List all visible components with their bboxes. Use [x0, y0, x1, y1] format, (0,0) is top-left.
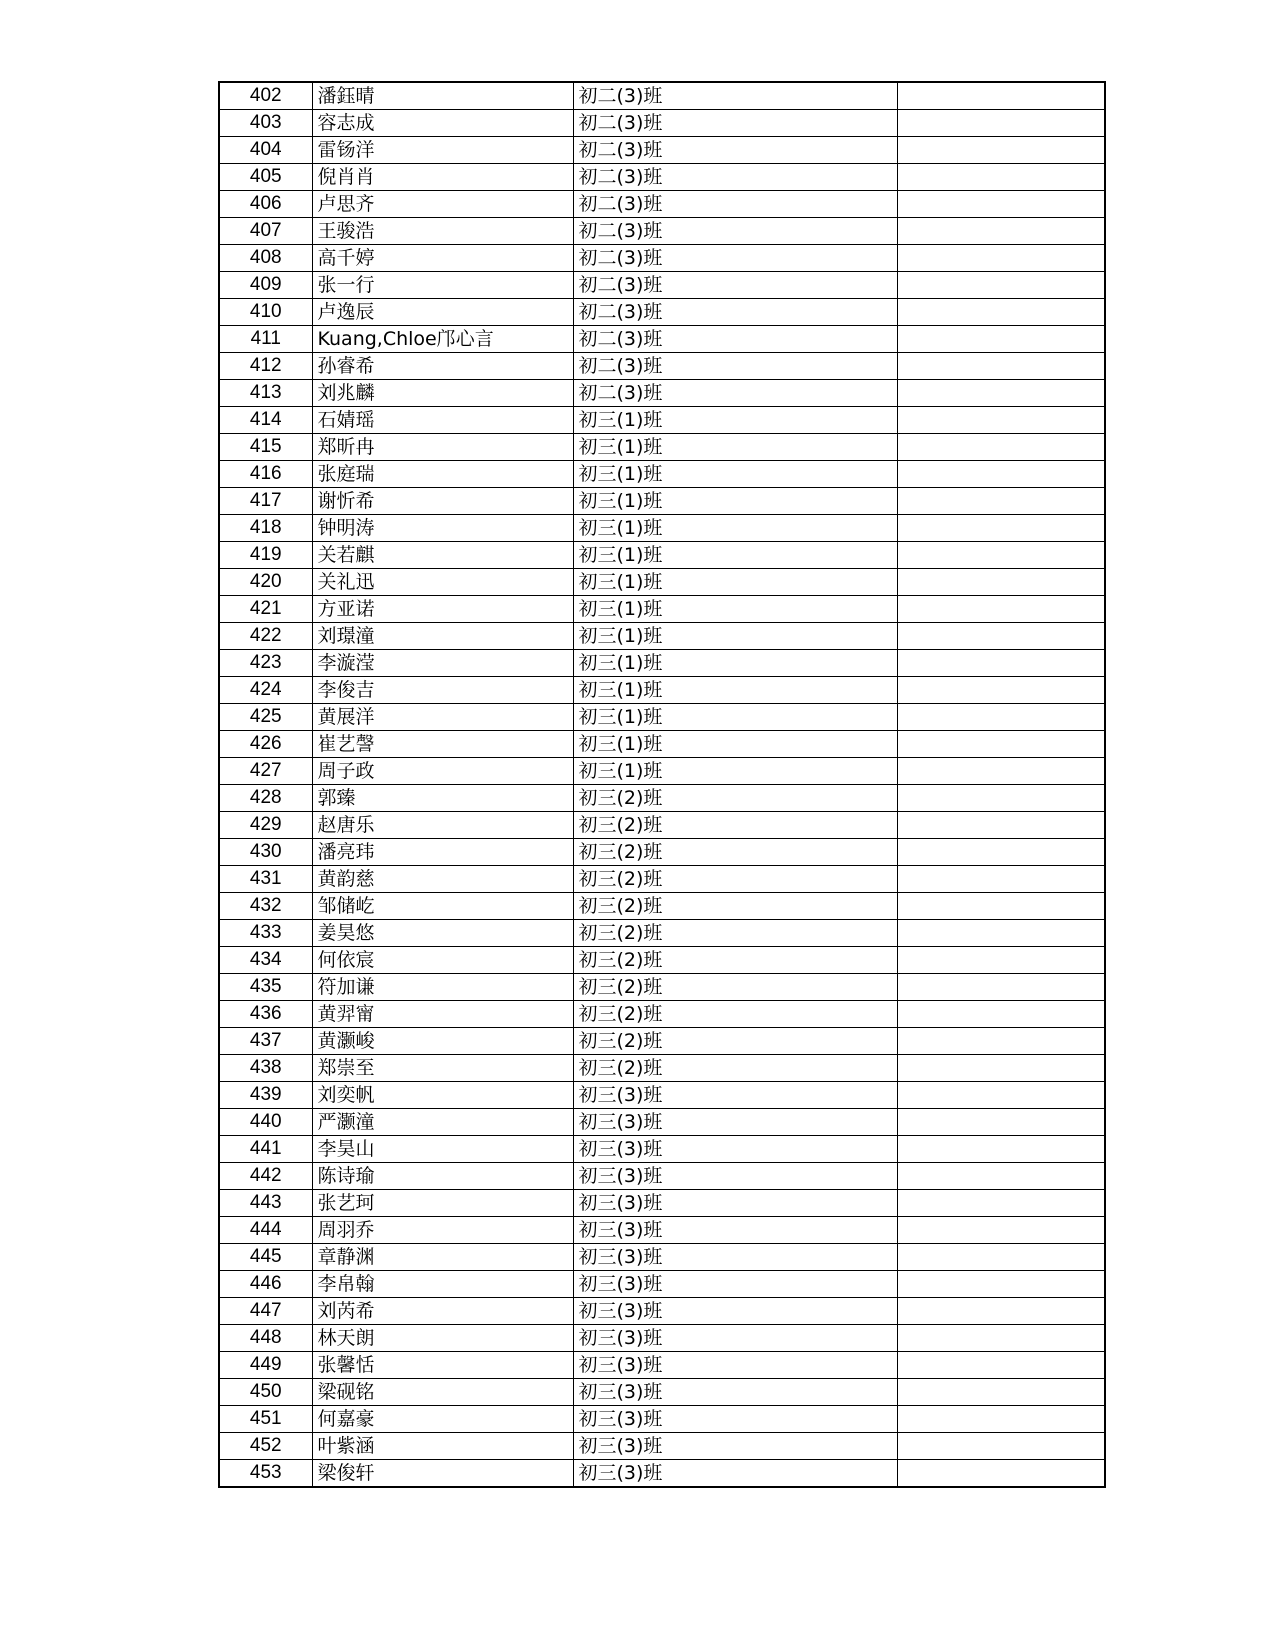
class-name: 初三(1)班 — [573, 731, 897, 758]
student-name: 黄韵慈 — [312, 866, 573, 893]
student-name: 严灏潼 — [312, 1109, 573, 1136]
note-cell — [897, 272, 1105, 299]
table-row — [219, 1055, 1105, 1082]
table-row — [219, 1136, 1105, 1163]
note-cell — [897, 623, 1105, 650]
row-number: 446 — [219, 1271, 312, 1298]
student-name: 周子政 — [312, 758, 573, 785]
student-name: 卢逸辰 — [312, 299, 573, 326]
table-row — [219, 326, 1105, 353]
class-name: 初二(3)班 — [573, 380, 897, 407]
roster-body — [219, 82, 1105, 1487]
row-number: 410 — [219, 299, 312, 326]
class-name: 初三(3)班 — [573, 1136, 897, 1163]
row-number: 413 — [219, 380, 312, 407]
note-cell — [897, 893, 1105, 920]
note-cell — [897, 218, 1105, 245]
table-row — [219, 785, 1105, 812]
class-name: 初三(3)班 — [573, 1325, 897, 1352]
row-number: 424 — [219, 677, 312, 704]
table-row — [219, 866, 1105, 893]
student-name: 张馨恬 — [312, 1352, 573, 1379]
student-name: 叶紫涵 — [312, 1433, 573, 1460]
class-name: 初二(3)班 — [573, 272, 897, 299]
student-name: 崔艺謦 — [312, 731, 573, 758]
row-number: 435 — [219, 974, 312, 1001]
class-name: 初三(2)班 — [573, 839, 897, 866]
student-name: 邹储屹 — [312, 893, 573, 920]
table-row — [219, 137, 1105, 164]
class-name: 初三(1)班 — [573, 677, 897, 704]
student-name: 刘芮希 — [312, 1298, 573, 1325]
table-row — [219, 1109, 1105, 1136]
student-name: 郑昕冉 — [312, 434, 573, 461]
student-name: 高千婷 — [312, 245, 573, 272]
note-cell — [897, 407, 1105, 434]
table-row — [219, 1433, 1105, 1460]
table-row — [219, 947, 1105, 974]
row-number: 433 — [219, 920, 312, 947]
class-name: 初二(3)班 — [573, 191, 897, 218]
table-row — [219, 380, 1105, 407]
class-name: 初二(3)班 — [573, 218, 897, 245]
table-row — [219, 569, 1105, 596]
student-name: 倪肖肖 — [312, 164, 573, 191]
student-name: 刘璟潼 — [312, 623, 573, 650]
class-name: 初三(1)班 — [573, 704, 897, 731]
row-number: 412 — [219, 353, 312, 380]
class-name: 初三(3)班 — [573, 1298, 897, 1325]
student-name: 郭臻 — [312, 785, 573, 812]
table-row — [219, 1352, 1105, 1379]
table-row — [219, 82, 1105, 110]
student-name: 潘亮玮 — [312, 839, 573, 866]
table-row — [219, 812, 1105, 839]
note-cell — [897, 1190, 1105, 1217]
class-name: 初二(3)班 — [573, 326, 897, 353]
student-roster-table — [218, 81, 1106, 1488]
class-name: 初三(2)班 — [573, 920, 897, 947]
class-name: 初三(1)班 — [573, 542, 897, 569]
table-row — [219, 623, 1105, 650]
class-name: 初三(3)班 — [573, 1082, 897, 1109]
row-number: 417 — [219, 488, 312, 515]
row-number: 445 — [219, 1244, 312, 1271]
class-name: 初三(2)班 — [573, 1055, 897, 1082]
class-name: 初三(2)班 — [573, 893, 897, 920]
row-number: 440 — [219, 1109, 312, 1136]
class-name: 初三(1)班 — [573, 434, 897, 461]
table-row — [219, 893, 1105, 920]
student-name: 李漩滢 — [312, 650, 573, 677]
class-name: 初三(1)班 — [573, 407, 897, 434]
row-number: 453 — [219, 1460, 312, 1488]
note-cell — [897, 947, 1105, 974]
row-number: 432 — [219, 893, 312, 920]
class-name: 初三(1)班 — [573, 596, 897, 623]
student-name: 方亚诺 — [312, 596, 573, 623]
table-row — [219, 110, 1105, 137]
student-name: 黄展洋 — [312, 704, 573, 731]
class-name: 初三(1)班 — [573, 515, 897, 542]
note-cell — [897, 1136, 1105, 1163]
class-name: 初三(2)班 — [573, 947, 897, 974]
note-cell — [897, 299, 1105, 326]
student-name: 符加谦 — [312, 974, 573, 1001]
row-number: 430 — [219, 839, 312, 866]
class-name: 初三(1)班 — [573, 650, 897, 677]
class-name: 初三(3)班 — [573, 1271, 897, 1298]
note-cell — [897, 488, 1105, 515]
note-cell — [897, 1406, 1105, 1433]
row-number: 429 — [219, 812, 312, 839]
class-name: 初二(3)班 — [573, 164, 897, 191]
row-number: 444 — [219, 1217, 312, 1244]
note-cell — [897, 1055, 1105, 1082]
row-number: 406 — [219, 191, 312, 218]
note-cell — [897, 677, 1105, 704]
row-number: 419 — [219, 542, 312, 569]
note-cell — [897, 1109, 1105, 1136]
student-name: 周羽乔 — [312, 1217, 573, 1244]
student-name: 孙睿希 — [312, 353, 573, 380]
note-cell — [897, 920, 1105, 947]
class-name: 初三(2)班 — [573, 1028, 897, 1055]
row-number: 441 — [219, 1136, 312, 1163]
class-name: 初二(3)班 — [573, 137, 897, 164]
class-name: 初三(3)班 — [573, 1406, 897, 1433]
note-cell — [897, 164, 1105, 191]
class-name: 初三(3)班 — [573, 1433, 897, 1460]
student-name: 容志成 — [312, 110, 573, 137]
table-row — [219, 1379, 1105, 1406]
note-cell — [897, 542, 1105, 569]
student-name: 李俊吉 — [312, 677, 573, 704]
student-name: Kuang,Chloe邝心言 — [312, 326, 573, 353]
class-name: 初三(1)班 — [573, 488, 897, 515]
table-row — [219, 1406, 1105, 1433]
class-name: 初三(1)班 — [573, 758, 897, 785]
row-number: 426 — [219, 731, 312, 758]
row-number: 405 — [219, 164, 312, 191]
table-row — [219, 191, 1105, 218]
row-number: 427 — [219, 758, 312, 785]
student-name: 梁俊轩 — [312, 1460, 573, 1488]
table-row — [219, 839, 1105, 866]
table-row — [219, 650, 1105, 677]
row-number: 449 — [219, 1352, 312, 1379]
student-name: 张一行 — [312, 272, 573, 299]
note-cell — [897, 1082, 1105, 1109]
note-cell — [897, 596, 1105, 623]
student-name: 谢忻希 — [312, 488, 573, 515]
table-row — [219, 758, 1105, 785]
note-cell — [897, 1244, 1105, 1271]
table-row — [219, 1028, 1105, 1055]
row-number: 420 — [219, 569, 312, 596]
table-row — [219, 1190, 1105, 1217]
row-number: 403 — [219, 110, 312, 137]
table-row — [219, 1460, 1105, 1488]
table-row — [219, 1244, 1105, 1271]
table-row — [219, 542, 1105, 569]
note-cell — [897, 839, 1105, 866]
table-row — [219, 974, 1105, 1001]
table-row — [219, 218, 1105, 245]
note-cell — [897, 326, 1105, 353]
table-row — [219, 731, 1105, 758]
note-cell — [897, 1028, 1105, 1055]
student-name: 潘鈺晴 — [312, 82, 573, 110]
student-name: 陈诗瑜 — [312, 1163, 573, 1190]
row-number: 434 — [219, 947, 312, 974]
student-name: 章静渊 — [312, 1244, 573, 1271]
row-number: 450 — [219, 1379, 312, 1406]
row-number: 404 — [219, 137, 312, 164]
note-cell — [897, 1163, 1105, 1190]
class-name: 初三(3)班 — [573, 1109, 897, 1136]
note-cell — [897, 1001, 1105, 1028]
note-cell — [897, 380, 1105, 407]
table-row — [219, 596, 1105, 623]
class-name: 初三(2)班 — [573, 974, 897, 1001]
student-name: 刘奕帆 — [312, 1082, 573, 1109]
student-name: 张艺珂 — [312, 1190, 573, 1217]
row-number: 411 — [219, 326, 312, 353]
student-name: 李昊山 — [312, 1136, 573, 1163]
student-name: 何依宸 — [312, 947, 573, 974]
student-name: 李帛翰 — [312, 1271, 573, 1298]
student-name: 雷钖洋 — [312, 137, 573, 164]
table-row — [219, 1298, 1105, 1325]
note-cell — [897, 82, 1105, 110]
row-number: 442 — [219, 1163, 312, 1190]
note-cell — [897, 974, 1105, 1001]
row-number: 447 — [219, 1298, 312, 1325]
note-cell — [897, 1325, 1105, 1352]
note-cell — [897, 1460, 1105, 1488]
note-cell — [897, 1352, 1105, 1379]
class-name: 初三(3)班 — [573, 1352, 897, 1379]
note-cell — [897, 353, 1105, 380]
student-name: 王骏浩 — [312, 218, 573, 245]
note-cell — [897, 1298, 1105, 1325]
class-name: 初三(1)班 — [573, 461, 897, 488]
note-cell — [897, 1433, 1105, 1460]
note-cell — [897, 110, 1105, 137]
class-name: 初三(3)班 — [573, 1379, 897, 1406]
table-row — [219, 164, 1105, 191]
table-row — [219, 272, 1105, 299]
row-number: 421 — [219, 596, 312, 623]
table-row — [219, 1163, 1105, 1190]
table-row — [219, 677, 1105, 704]
table-row — [219, 1082, 1105, 1109]
row-number: 451 — [219, 1406, 312, 1433]
table-row — [219, 1325, 1105, 1352]
row-number: 439 — [219, 1082, 312, 1109]
class-name: 初三(1)班 — [573, 569, 897, 596]
row-number: 415 — [219, 434, 312, 461]
note-cell — [897, 785, 1105, 812]
row-number: 431 — [219, 866, 312, 893]
note-cell — [897, 704, 1105, 731]
row-number: 443 — [219, 1190, 312, 1217]
row-number: 416 — [219, 461, 312, 488]
table-row — [219, 299, 1105, 326]
row-number: 437 — [219, 1028, 312, 1055]
row-number: 436 — [219, 1001, 312, 1028]
class-name: 初三(2)班 — [573, 866, 897, 893]
class-name: 初二(3)班 — [573, 110, 897, 137]
row-number: 438 — [219, 1055, 312, 1082]
student-name: 石婧瑶 — [312, 407, 573, 434]
table-row — [219, 245, 1105, 272]
student-name: 林天朗 — [312, 1325, 573, 1352]
row-number: 408 — [219, 245, 312, 272]
row-number: 423 — [219, 650, 312, 677]
table-row — [219, 515, 1105, 542]
student-name: 张庭瑞 — [312, 461, 573, 488]
class-name: 初二(3)班 — [573, 82, 897, 110]
note-cell — [897, 1379, 1105, 1406]
table-row — [219, 920, 1105, 947]
note-cell — [897, 515, 1105, 542]
student-name: 赵唐乐 — [312, 812, 573, 839]
class-name: 初三(2)班 — [573, 1001, 897, 1028]
class-name: 初二(3)班 — [573, 299, 897, 326]
note-cell — [897, 245, 1105, 272]
note-cell — [897, 650, 1105, 677]
student-name: 钟明涛 — [312, 515, 573, 542]
note-cell — [897, 137, 1105, 164]
row-number: 414 — [219, 407, 312, 434]
table-row — [219, 434, 1105, 461]
student-name: 梁砚铭 — [312, 1379, 573, 1406]
student-name: 卢思齐 — [312, 191, 573, 218]
row-number: 425 — [219, 704, 312, 731]
note-cell — [897, 1271, 1105, 1298]
student-name: 何嘉豪 — [312, 1406, 573, 1433]
note-cell — [897, 434, 1105, 461]
table-row — [219, 1217, 1105, 1244]
student-name: 关礼迅 — [312, 569, 573, 596]
student-name: 黄灏峻 — [312, 1028, 573, 1055]
class-name: 初三(2)班 — [573, 785, 897, 812]
class-name: 初三(3)班 — [573, 1217, 897, 1244]
table-row — [219, 1001, 1105, 1028]
row-number: 422 — [219, 623, 312, 650]
row-number: 409 — [219, 272, 312, 299]
row-number: 428 — [219, 785, 312, 812]
class-name: 初二(3)班 — [573, 353, 897, 380]
student-name: 刘兆麟 — [312, 380, 573, 407]
class-name: 初三(2)班 — [573, 812, 897, 839]
row-number: 407 — [219, 218, 312, 245]
class-name: 初二(3)班 — [573, 245, 897, 272]
table-row — [219, 407, 1105, 434]
note-cell — [897, 866, 1105, 893]
student-name: 关若麒 — [312, 542, 573, 569]
note-cell — [897, 569, 1105, 596]
row-number: 402 — [219, 82, 312, 110]
table-row — [219, 461, 1105, 488]
student-name: 黄羿甯 — [312, 1001, 573, 1028]
class-name: 初三(3)班 — [573, 1460, 897, 1488]
table-row — [219, 704, 1105, 731]
row-number: 452 — [219, 1433, 312, 1460]
row-number: 418 — [219, 515, 312, 542]
note-cell — [897, 191, 1105, 218]
class-name: 初三(3)班 — [573, 1163, 897, 1190]
note-cell — [897, 812, 1105, 839]
table-row — [219, 488, 1105, 515]
row-number: 448 — [219, 1325, 312, 1352]
table-row — [219, 353, 1105, 380]
student-name: 姜昊悠 — [312, 920, 573, 947]
table-row — [219, 1271, 1105, 1298]
note-cell — [897, 1217, 1105, 1244]
class-name: 初三(1)班 — [573, 623, 897, 650]
note-cell — [897, 758, 1105, 785]
note-cell — [897, 731, 1105, 758]
class-name: 初三(3)班 — [573, 1244, 897, 1271]
class-name: 初三(3)班 — [573, 1190, 897, 1217]
note-cell — [897, 461, 1105, 488]
student-name: 郑崇至 — [312, 1055, 573, 1082]
